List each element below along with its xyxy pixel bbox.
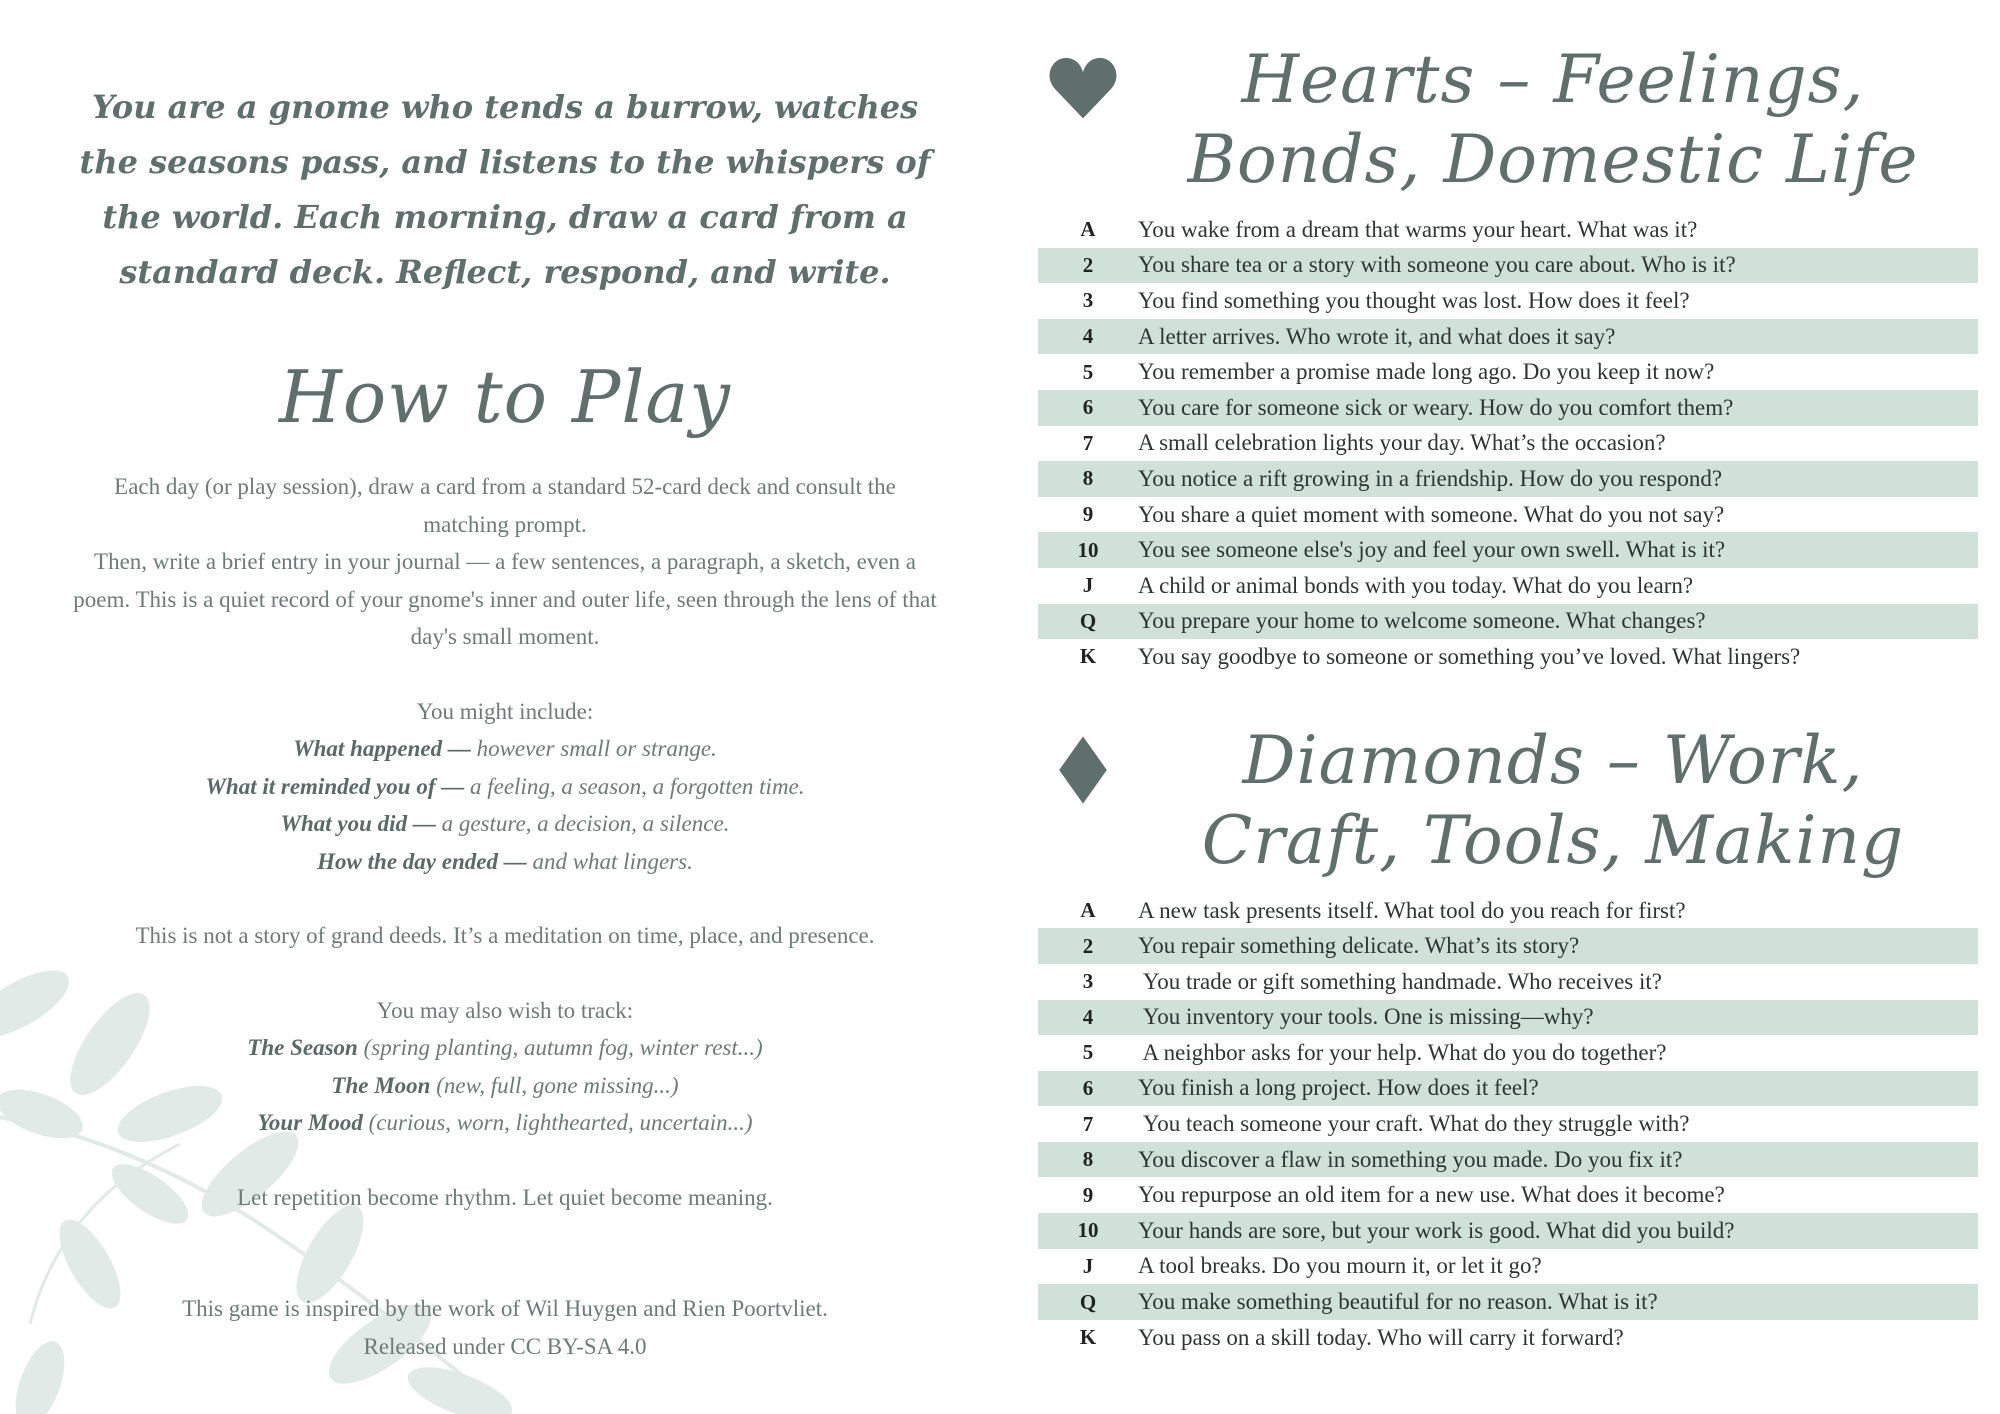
table-row: [1038, 639, 1978, 675]
card-rank: 4: [1038, 319, 1138, 355]
card-prompt: You trade or gift something handmade. Who receives it?: [1138, 968, 1662, 994]
table-row: [1038, 1249, 1978, 1285]
left-column: [70, 80, 940, 1365]
meditation-text: This is not a story of grand deeds. It’s a meditation on time, place, and presence.: [135, 923, 875, 948]
table-row: [1038, 497, 1978, 533]
card-prompt: You say goodbye to someone or something you’ve loved. What lingers?: [1138, 643, 1801, 669]
license-text: Released under CC BY-SA 4.0: [363, 1333, 647, 1359]
right-column: [1038, 40, 1978, 1355]
table-row: [1038, 212, 1978, 248]
card-prompt: Your hands are sore, but your work is good. What did you build?: [1138, 1213, 1978, 1249]
card-prompt: You finish a long project. How does it feel?: [1138, 1071, 1978, 1107]
card-rank: A: [1080, 217, 1096, 242]
table-row: [1038, 1284, 1978, 1320]
card-rank: K: [1079, 1325, 1097, 1350]
card-prompt: You pass on a skill today. Who will carry it forward?: [1138, 1324, 1624, 1350]
diamonds-title: Diamonds – Work, Craft, Tools, Making: [1201, 721, 1905, 879]
card-rank: 6: [1038, 390, 1138, 426]
card-prompt: You remember a promise made long ago. Do you keep it now?: [1138, 359, 1715, 385]
card-prompt: A new task presents itself. What tool do you reach for first?: [1138, 897, 1686, 923]
card-prompt: You see someone else's joy and feel your own swell. What is it?: [1138, 532, 1978, 568]
card-rank: 9: [1082, 1182, 1094, 1207]
card-prompt: You repair something delicate. What’s its story?: [1138, 928, 1978, 964]
table-row: [1038, 1035, 1978, 1071]
card-rank: 7: [1082, 1111, 1094, 1136]
hearts-title: Hearts – Feelings, Bonds, Domestic Life: [1187, 41, 1919, 198]
diamonds-table: [1038, 893, 1978, 1356]
card-prompt: A small celebration lights your day. What’s the occasion?: [1138, 430, 1666, 456]
card-rank: 7: [1082, 430, 1094, 455]
card-prompt: A letter arrives. Who wrote it, and what does it say?: [1138, 319, 1978, 355]
card-prompt: You wake from a dream that warms your heart. What was it?: [1138, 216, 1698, 242]
include-item: What it reminded you of — a feeling, a season, a forgotten time.: [205, 773, 805, 799]
card-rank: 6: [1038, 1071, 1138, 1107]
hearts-header: [1038, 40, 1978, 200]
card-prompt: A child or animal bonds with you today. What do you learn?: [1138, 572, 1694, 598]
card-prompt: You care for someone sick or weary. How do you comfort them?: [1138, 390, 1978, 426]
card-rank: 3: [1082, 288, 1094, 313]
card-prompt: You notice a rift growing in a friendship. How do you respond?: [1138, 461, 1978, 497]
heart-icon: [1048, 54, 1118, 124]
card-rank: J: [1082, 1253, 1094, 1278]
card-prompt: You repurpose an old item for a new use. What does it become?: [1138, 1182, 1725, 1208]
table-row: [1038, 893, 1978, 929]
card-prompt: You inventory your tools. One is missing—why?: [1138, 1000, 1978, 1036]
card-prompt: You share a quiet moment with someone. What do you not say?: [1138, 501, 1725, 527]
table-row: [1038, 1106, 1978, 1142]
card-rank: 8: [1038, 461, 1138, 497]
track-item: Your Mood (curious, worn, lighthearted, uncertain...): [257, 1110, 753, 1135]
table-row: [1038, 354, 1978, 390]
how-to-play-title: How to Play: [279, 355, 731, 439]
include-item: What you did — a gesture, a decision, a silence.: [280, 811, 730, 836]
card-rank: 5: [1082, 359, 1094, 384]
closing-text: Let repetition become rhythm. Let quiet become meaning.: [237, 1184, 773, 1210]
table-row: [1038, 1177, 1978, 1213]
card-rank: Q: [1038, 604, 1138, 640]
intro-text: You are a gnome who tends a burrow, watches the seasons pass, and listens to the whispers of the world. Each morning, draw a card from a standard deck. Reflect, respond, and write.: [79, 88, 931, 291]
include-item: How the day ended — and what lingers.: [317, 848, 693, 874]
card-rank: K: [1079, 644, 1097, 669]
diamond-icon: [1048, 735, 1118, 805]
table-row: [1038, 1142, 1978, 1178]
table-row: [1038, 1071, 1978, 1107]
instructions-para-2: Then, write a brief entry in your journal — a few sentences, a paragraph, a sketch, even a poem. This is a quiet record of your gnome's inner and outer life, seen through the lens of that day's small moment.: [73, 549, 937, 649]
card-rank: 10: [1038, 1213, 1138, 1249]
card-prompt: You prepare your home to welcome someone. What changes?: [1138, 604, 1978, 640]
include-item: What happened — however small or strange.: [293, 736, 717, 761]
table-row: [1038, 568, 1978, 604]
table-row: [1038, 1000, 1978, 1036]
card-rank: Q: [1038, 1284, 1138, 1320]
card-rank: A: [1080, 898, 1096, 923]
track-item: The Season (spring planting, autumn fog, winter rest...): [247, 1035, 763, 1060]
table-row: [1038, 964, 1978, 1000]
track-item: The Moon (new, full, gone missing...): [331, 1072, 679, 1098]
card-prompt: You teach someone your craft. What do they struggle with?: [1138, 1111, 1690, 1137]
table-row: [1038, 426, 1978, 462]
card-prompt: You discover a flaw in something you made. Do you fix it?: [1138, 1142, 1978, 1178]
table-row: [1038, 1213, 1978, 1249]
card-rank: 4: [1038, 1000, 1138, 1036]
card-prompt: You share tea or a story with someone you care about. Who is it?: [1138, 248, 1978, 284]
card-prompt: A neighbor asks for your help. What do you do together?: [1138, 1039, 1667, 1065]
hearts-table: [1038, 212, 1978, 675]
table-row: [1038, 461, 1978, 497]
card-prompt: You make something beautiful for no reason. What is it?: [1138, 1284, 1978, 1320]
track-label: You may also wish to track:: [376, 997, 634, 1023]
table-row: [1038, 248, 1978, 284]
card-rank: 10: [1038, 532, 1138, 568]
table-row: [1038, 390, 1978, 426]
card-rank: 3: [1082, 969, 1094, 994]
table-row: [1038, 532, 1978, 568]
table-row: [1038, 1320, 1978, 1356]
instructions-para-1: Each day (or play session), draw a card from a standard 52-card deck and consult the matching prompt.: [114, 474, 896, 537]
table-row: [1038, 928, 1978, 964]
include-label: You might include:: [416, 698, 594, 724]
card-rank: 8: [1038, 1142, 1138, 1178]
card-prompt: You find something you thought was lost. How does it feel?: [1138, 287, 1690, 313]
card-rank: 2: [1038, 248, 1138, 284]
table-row: [1038, 283, 1978, 319]
diamonds-header: [1038, 721, 1978, 881]
card-rank: 9: [1082, 502, 1094, 527]
table-row: [1038, 319, 1978, 355]
card-rank: 2: [1038, 928, 1138, 964]
card-rank: 5: [1082, 1040, 1094, 1065]
card-prompt: A tool breaks. Do you mourn it, or let it go?: [1138, 1253, 1542, 1279]
card-rank: J: [1082, 573, 1094, 598]
credit-text: This game is inspired by the work of Wil Huygen and Rien Poortvliet.: [182, 1296, 828, 1321]
table-row: [1038, 604, 1978, 640]
